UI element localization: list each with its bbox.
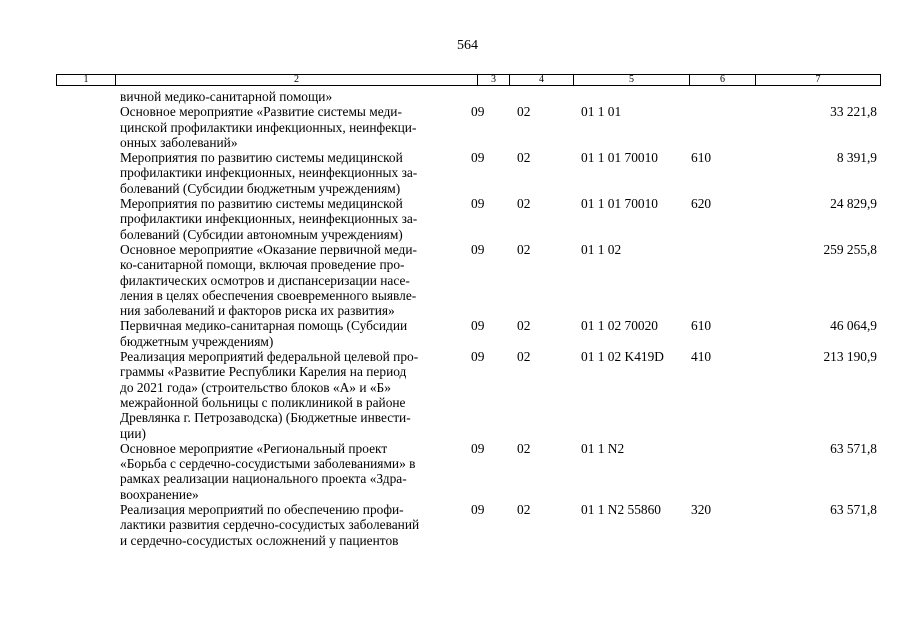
row-subsection-code: 02 [517, 318, 531, 334]
column-header-table [56, 74, 881, 86]
row-name-line: граммы «Развитие Республики Карелия на период [120, 364, 407, 380]
row-subsection-code: 02 [517, 150, 531, 166]
row-name-line: филактических осмотров и диспансеризации насе- [120, 272, 410, 288]
row-amount: 8 391,9 [836, 150, 877, 166]
row-name [120, 441, 465, 502]
row-subsection-code: 02 [517, 104, 531, 120]
row-amount: 259 255,8 [823, 241, 877, 257]
row-name-line: болеваний (Субсидии автономным учреждениям) [120, 226, 403, 242]
row-amount: 63 571,8 [830, 502, 877, 518]
row-subsection-code: 02 [517, 502, 531, 518]
row-subsection-code: 02 [517, 349, 531, 365]
table-row [0, 349, 905, 441]
row-target-article-code: 01 1 02 K419D [581, 349, 664, 365]
row-target-article-code: 01 1 01 [581, 104, 622, 120]
row-name-line: Основное мероприятие «Развитие системы меди- [120, 104, 402, 120]
budget-table-body [0, 89, 905, 548]
row-name-line: ния заболеваний и факторов риска их развития» [120, 303, 395, 319]
row-section-code: 09 [471, 502, 485, 518]
header-col-1: 1 [57, 75, 116, 86]
row-name-line: рамках реализации национального проекта «Здра- [120, 471, 407, 487]
column-header-row [57, 75, 881, 86]
table-row [0, 441, 905, 502]
row-target-article-code: 01 1 02 [581, 241, 622, 257]
row-target-article-code: 01 1 02 70020 [581, 318, 658, 334]
row-name-line: профилактики инфекционных, неинфекционных за- [120, 211, 418, 227]
row-section-code: 09 [471, 196, 485, 212]
row-name-line: ко-санитарной помощи, включая проведение про- [120, 257, 405, 273]
row-amount: 46 064,9 [830, 318, 877, 334]
table-row [0, 242, 905, 318]
row-section-code: 09 [471, 349, 485, 365]
row-amount: 63 571,8 [830, 440, 877, 456]
row-amount: 33 221,8 [830, 104, 877, 120]
row-name-line: до 2021 года» (строительство блоков «А» и «Б» [120, 379, 391, 395]
row-section-code: 09 [471, 104, 485, 120]
row-section-code: 09 [471, 440, 485, 456]
row-name [120, 89, 465, 104]
row-name-line: бюджетным учреждениям) [120, 333, 274, 349]
table-row [0, 104, 905, 150]
row-target-article-code: 01 1 N2 [581, 440, 625, 456]
row-name-line: Древлянка г. Петрозаводска) (Бюджетные инвести- [120, 410, 411, 426]
row-name-line: воохранение» [120, 486, 199, 502]
row-name [120, 150, 465, 196]
row-expense-type-code: 610 [691, 318, 712, 334]
row-subsection-code: 02 [517, 440, 531, 456]
row-name-line: ции) [120, 425, 146, 441]
row-target-article-code: 01 1 01 70010 [581, 150, 658, 166]
row-expense-type-code: 410 [691, 349, 712, 365]
row-target-article-code: 01 1 01 70010 [581, 196, 658, 212]
table-row [0, 318, 905, 349]
row-name-line: межрайонной больницы с поликлиникой в районе [120, 394, 406, 410]
page-number: 564 [457, 38, 478, 53]
row-name-line: Реализация мероприятий федеральной целевой про- [120, 349, 419, 365]
row-section-code: 09 [471, 318, 485, 334]
row-expense-type-code: 320 [691, 502, 712, 518]
row-target-article-code: 01 1 N2 55860 [581, 502, 661, 518]
header-col-5: 5 [574, 75, 690, 86]
row-name-line: профилактики инфекционных, неинфекционных за- [120, 165, 418, 181]
header-col-7: 7 [756, 75, 881, 86]
row-amount: 213 190,9 [823, 349, 877, 365]
table-row [0, 196, 905, 242]
row-subsection-code: 02 [517, 241, 531, 257]
row-name-line: Реализация мероприятий по обеспечению профи- [120, 502, 404, 518]
table-row [0, 150, 905, 196]
row-name-line: Основное мероприятие «Оказание первичной меди- [120, 241, 417, 257]
table-row [0, 89, 905, 104]
row-name [120, 349, 465, 441]
row-name-line: Мероприятия по развитию системы медицинской [120, 196, 403, 212]
header-col-2: 2 [116, 75, 478, 86]
row-name-line: Мероприятия по развитию системы медицинской [120, 150, 403, 166]
row-name [120, 318, 465, 349]
row-section-code: 09 [471, 150, 485, 166]
row-expense-type-code: 620 [691, 196, 712, 212]
table-row [0, 502, 905, 548]
row-name-line: онных заболеваний» [120, 134, 238, 150]
row-name [120, 196, 465, 242]
header-col-6: 6 [690, 75, 756, 86]
row-name [120, 502, 465, 548]
row-name-line: лактики развития сердечно-сосудистых заболеваний [120, 517, 420, 533]
row-name-line: и сердечно-сосудистых осложнений у пациентов [120, 532, 399, 548]
row-section-code: 09 [471, 241, 485, 257]
row-name [120, 242, 465, 318]
row-name-line: цинской профилактики инфекционных, неинфекци- [120, 119, 417, 135]
row-name-line: «Борьба с сердечно-сосудистыми заболеваниями» в [120, 456, 416, 472]
header-col-3: 3 [478, 75, 510, 86]
row-subsection-code: 02 [517, 196, 531, 212]
row-name-line: ления в целях обеспечения своевременного выявле- [120, 287, 417, 303]
row-name-line: Первичная медико-санитарная помощь (Субсидии [120, 318, 408, 334]
row-name [120, 104, 465, 150]
row-expense-type-code: 610 [691, 150, 712, 166]
row-name-line: Основное мероприятие «Региональный проект [120, 440, 388, 456]
row-name-line: вичной медико-санитарной помощи» [120, 89, 333, 104]
row-amount: 24 829,9 [830, 196, 877, 212]
row-name-line: болеваний (Субсидии бюджетным учреждениям) [120, 180, 401, 196]
header-col-4: 4 [510, 75, 574, 86]
